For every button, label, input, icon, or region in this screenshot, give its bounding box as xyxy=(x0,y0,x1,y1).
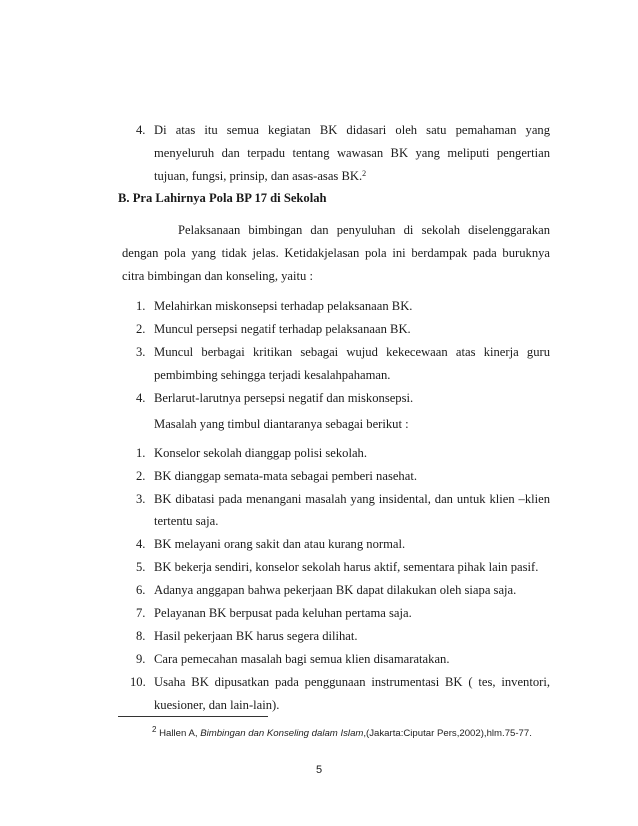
footnote-author: Hallen A, xyxy=(159,728,201,739)
list-one-number: 3. xyxy=(136,345,146,359)
list-two-number: 7. xyxy=(136,606,146,620)
list-two-number: 4. xyxy=(136,537,146,551)
list-two-number: 5. xyxy=(136,560,146,574)
list-two-number: 10. xyxy=(130,675,146,689)
list-two-item: BK dianggap semata-mata sebagai pemberi nasehat. xyxy=(154,469,417,483)
intro-item-number: 4. xyxy=(136,123,146,137)
footnote-number: 2 xyxy=(152,725,157,734)
list-one-item: Berlarut-larutnya persepsi negatif dan miskonsepsi. xyxy=(154,391,414,405)
intro-item-line-1: Di atas itu semua kegiatan BK didasari oleh satu pemahaman yang xyxy=(154,123,550,137)
list-one-item: Muncul persepsi negatif terhadap pelaksanaan BK. xyxy=(154,322,411,336)
list-two-number: 9. xyxy=(136,652,146,666)
footnote-publication: ,(Jakarta:Ciputar Pers,2002),hlm.75-77. xyxy=(363,728,532,739)
footnote-title: Bimbingan dan Konseling dalam Islam xyxy=(200,728,364,739)
intro-item-line-3 xyxy=(154,168,366,184)
list-one-number: 4. xyxy=(136,391,146,405)
list-two-item: Adanya anggapan bahwa pekerjaan BK dapat dilakukan oleh siapa saja. xyxy=(154,583,517,597)
list-one-number: 2. xyxy=(136,322,146,336)
list-two-number: 6. xyxy=(136,583,146,597)
intro-item-line-3-text: tujuan, fungsi, prinsip, dan asas-asas BK. xyxy=(154,169,363,183)
list-two-item: Usaha BK dipusatkan pada penggunaan instrumentasi BK ( tes, inventori, xyxy=(154,675,550,689)
list-two-item: Cara pemecahan masalah bagi semua klien disamaratakan. xyxy=(154,652,450,666)
list-two-number: 8. xyxy=(136,629,146,643)
list-two-item: Pelayanan BK berpusat pada keluhan pertama saja. xyxy=(154,606,412,620)
list-two-item: Konselor sekolah dianggap polisi sekolah. xyxy=(154,446,368,460)
list-two-number: 2. xyxy=(136,469,146,483)
list-two-item: BK bekerja sendiri, konselor sekolah harus aktif, sementara pihak lain pasif. xyxy=(154,560,539,574)
footnote-reference: 2 xyxy=(362,169,367,178)
list-one-item: Muncul berbagai kritikan sebagai wujud kekecewaan atas kinerja guru xyxy=(154,345,550,359)
list-two-intro: Masalah yang timbul diantaranya sebagai berikut : xyxy=(154,417,409,431)
intro-item-line-2: menyeluruh dan terpadu tentang wawasan BK yang meliputi pengertian xyxy=(154,146,550,160)
section-heading: B. Pra Lahirnya Pola BP 17 di Sekolah xyxy=(118,191,327,205)
list-two-item-continued: kuesioner, dan lain-lain). xyxy=(154,698,280,712)
page-number: 5 xyxy=(315,764,323,776)
footnote-separator xyxy=(118,716,268,717)
list-one-item: Melahirkan miskonsepsi terhadap pelaksanaan BK. xyxy=(154,299,413,313)
list-one-item-continued: pembimbing sehingga terjadi kesalahpahaman. xyxy=(154,368,391,382)
paragraph-line-1: Pelaksanaan bimbingan dan penyuluhan di sekolah diselenggarakan xyxy=(178,223,550,237)
list-two-item: BK dibatasi pada menangani masalah yang insidental, dan untuk klien –klien xyxy=(154,492,550,506)
list-two-item-continued: tertentu saja. xyxy=(154,514,219,528)
list-two-number: 1. xyxy=(136,446,146,460)
list-one-number: 1. xyxy=(136,299,146,313)
paragraph-line-2: dengan pola yang tidak jelas. Ketidakjelasan pola ini berdampak pada buruknya xyxy=(122,246,550,260)
paragraph-line-3: citra bimbingan dan konseling, yaitu : xyxy=(122,269,313,283)
footnote xyxy=(152,725,532,740)
list-two-number: 3. xyxy=(136,492,146,506)
list-two-item: Hasil pekerjaan BK harus segera dilihat. xyxy=(154,629,358,643)
list-two-item: BK melayani orang sakit dan atau kurang normal. xyxy=(154,537,406,551)
